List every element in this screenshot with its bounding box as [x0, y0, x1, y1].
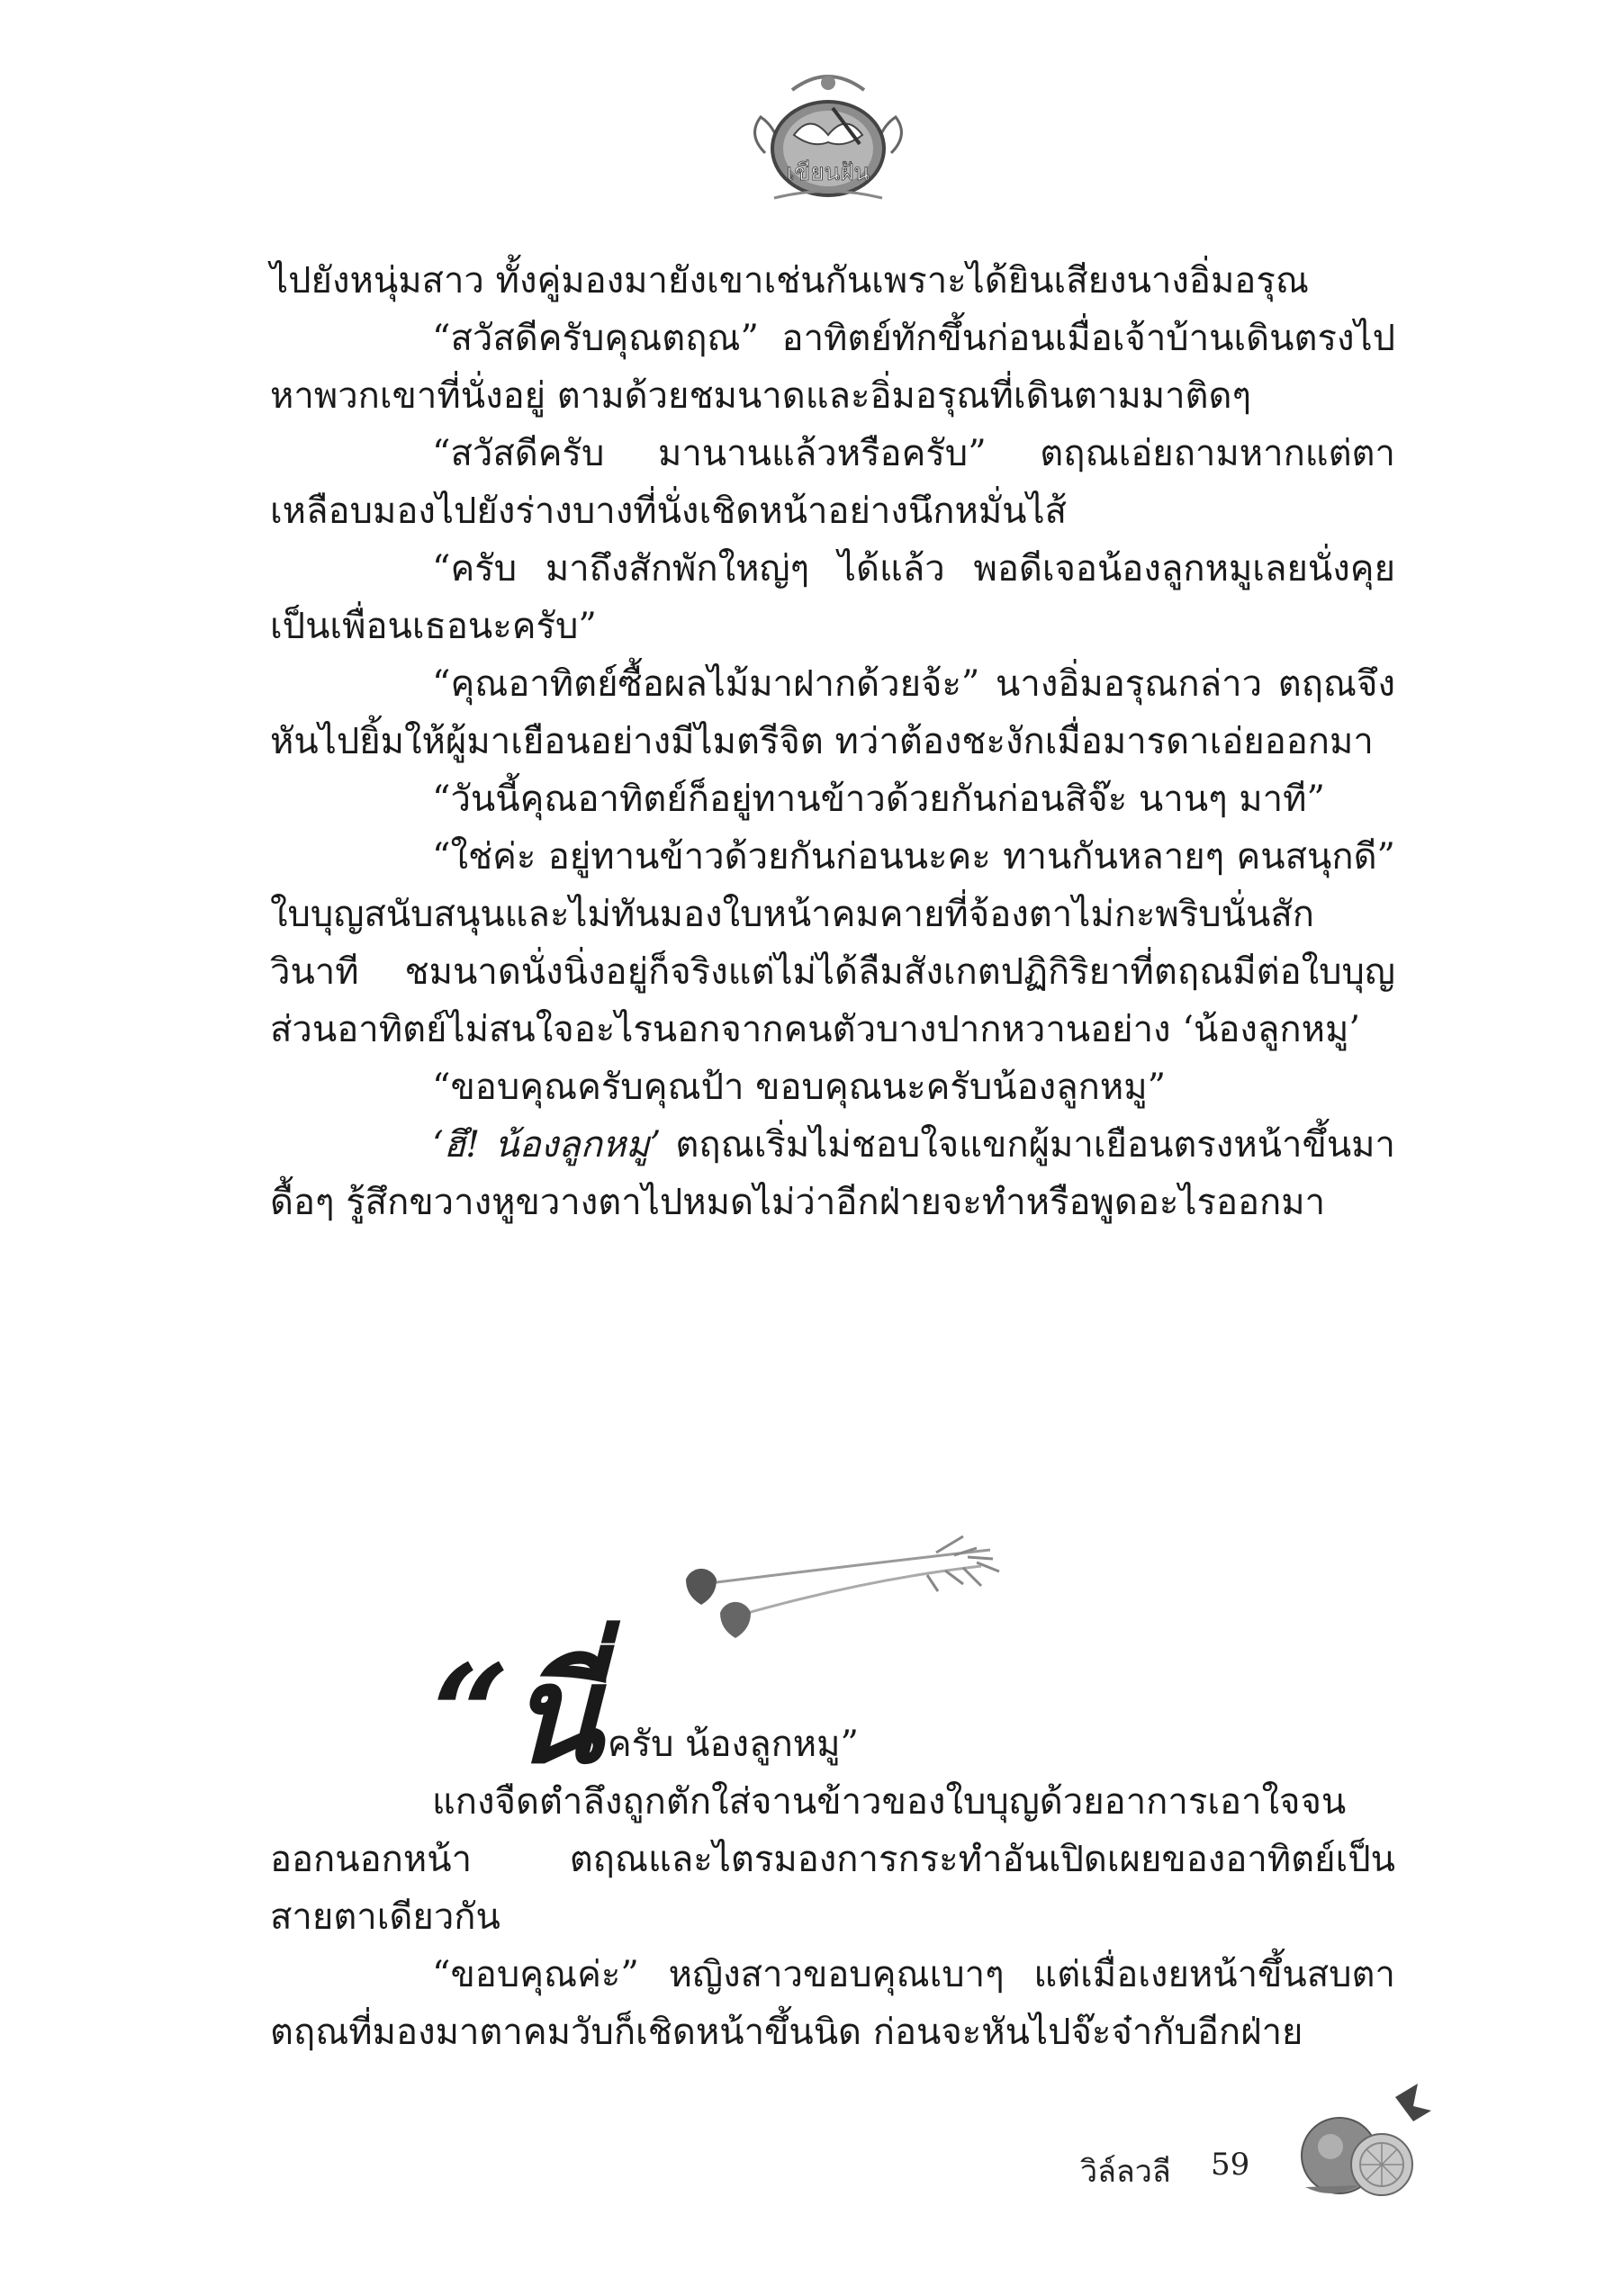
paragraph: “สวัสดีครับ มานานแล้วหรือครับ” ตฤณเอ่ยถามหากแต่ตาเหลือบมองไปยังร่างบางที่นั่งเชิดหน้าอย่างนึกหมั่นไส้: [270, 433, 1395, 532]
paragraph: “ครับ มาถึงสักพักใหญ่ๆ ได้แล้ว พอดีเจอน้องลูกหมูเลยนั่งคุยเป็นเพื่อนเธอนะครับ”: [270, 548, 1395, 647]
paragraph: “ขอบคุณค่ะ” หญิงสาวขอบคุณเบาๆ แต่เมื่อเงยหน้าขึ้นสบตาตฤณที่มองมาตาคมวับก็เชิดหน้าขึ้นนิด ก่อนจะหันไปจ๊ะจ๋ากับอีกฝ่าย: [270, 1954, 1395, 2053]
running-footer-title: วิล์ลวลี: [1080, 2154, 1171, 2190]
logo-wordmark: เขียนฝัน: [786, 159, 870, 186]
orange-fruit-icon: [1287, 2079, 1431, 2214]
flower-sprig-icon: [666, 1530, 1008, 1647]
scene-break-ornament: [666, 1530, 1008, 1647]
body-text-section-1: [270, 252, 1395, 1231]
opening-line: [432, 1635, 1395, 1794]
paragraph: “ใช่ค่ะ อยู่ทานข้าวด้วยกันก่อนนะคะ ทานกันหลายๆ คนสนุกดี” ใบบุญสนับสนุนและไม่ทันมองใบหน้าคมคายที่จ้องตาไม่กะพริบนั่นสักวินาที ชมนาดนั่งนิ่งอยู่ก็จริงแต่ไม่ได้ลืมสังเกตปฏิกิริยาที่ตฤณมีต่อใบบุญ ส่วนอาทิตย์ไม่สนใจอะไรนอกจากคนตัวบางปากหวานอย่าง ‘น้องลูกหมู’: [270, 836, 1395, 1050]
publisher-logo: [738, 63, 918, 216]
paragraph: “วันนี้คุณอาทิตย์ก็อยู่ทานข้าวด้วยกันก่อนสิจ๊ะ นานๆ มาที”: [432, 779, 1325, 820]
fruit-decoration: [1287, 2079, 1431, 2214]
paragraph: “คุณอาทิตย์ซื้อผลไม้มาฝากด้วยจ้ะ” นางอิ่มอรุณกล่าว ตฤณจึงหันไปยิ้มให้ผู้มาเยือนอย่างมีไมตรีจิต ทว่าต้องชะงักเมื่อมารดาเอ่ยออกมา: [270, 663, 1395, 762]
body-text-section-2: [270, 1635, 1395, 2061]
paragraph: “สวัสดีครับคุณตฤณ” อาทิตย์ทักขึ้นก่อนเมื่อเจ้าบ้านเดินตรงไปหาพวกเขาที่นั่งอยู่ ตามด้วยชมนาดและอิ่มอรุณที่เดินตามมาติดๆ: [270, 318, 1395, 417]
paragraph: “ขอบคุณครับคุณป้า ขอบคุณนะครับน้องลูกหมู”: [432, 1067, 1167, 1108]
drop-cap: “นี่: [432, 1635, 602, 1794]
inner-thought: ‘ฮึ! น้องลูกหมู’: [432, 1124, 662, 1166]
paragraph: ไปยังหนุ่มสาว ทั้งคู่มองมายังเขาเช่นกันเพราะได้ยินเสียงนางอิ่มอรุณ: [270, 260, 1309, 302]
page-number: 59: [1211, 2147, 1250, 2183]
paragraph-with-thought: [270, 1116, 1395, 1231]
opening-rest: ครับ น้องลูกหมู”: [607, 1724, 859, 1765]
logo-emblem-icon: [738, 63, 918, 216]
paragraph-rest: ตฤณเริ่มไม่ชอบใจแขกผู้มาเยือนตรงหน้าขึ้นมาดื้อๆ รู้สึกขวางหูขวางตาไปหมดไม่ว่าอีกฝ่ายจะทำหรือพูดอะไรออกมา: [270, 1124, 1396, 1223]
paragraph: แกงจืดตำลึงถูกตักใส่จานข้าวของใบบุญด้วยอาการเอาใจจนออกนอกหน้า ตฤณและไตรมองการกระทำอันเปิดเผยของอาทิตย์เป็นสายตาเดียวกัน: [270, 1781, 1395, 1938]
